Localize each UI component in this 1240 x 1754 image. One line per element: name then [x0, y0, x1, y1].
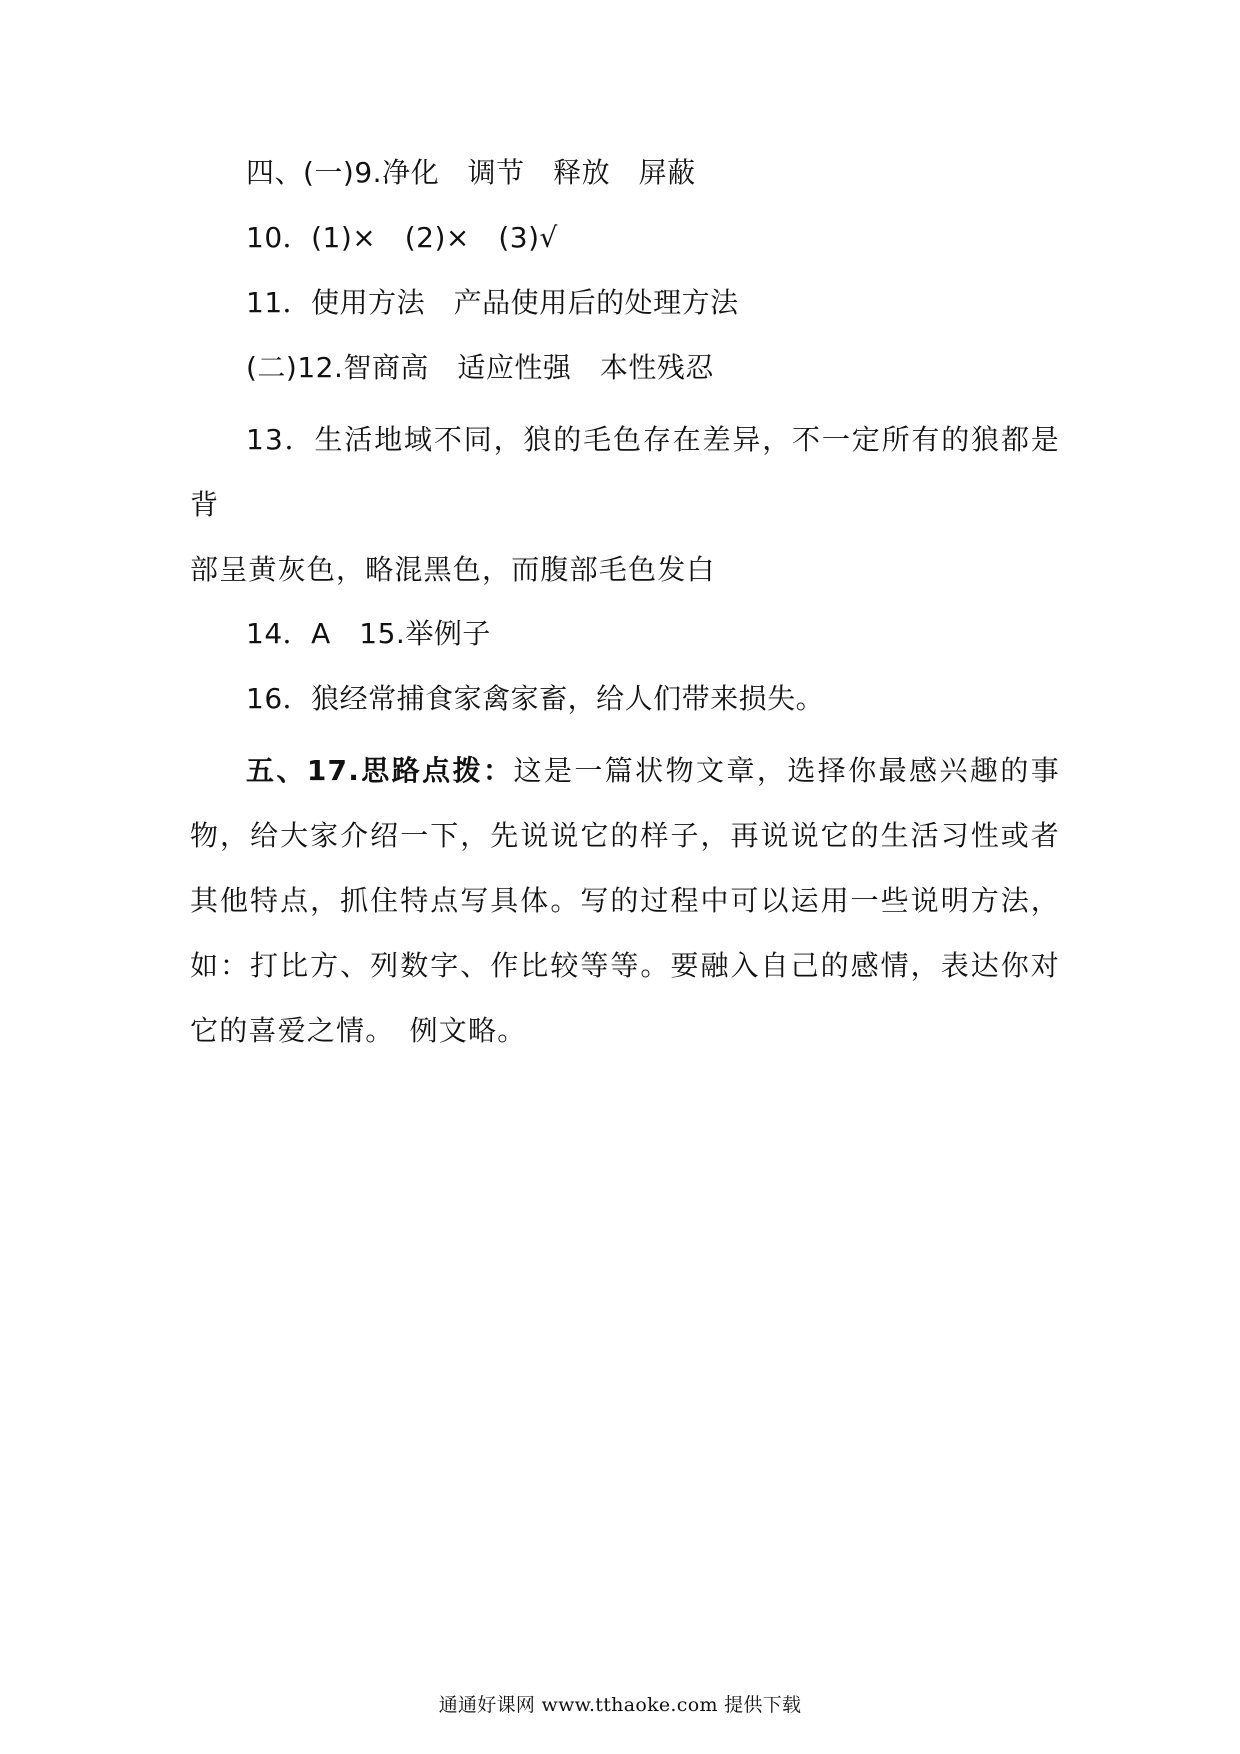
answer-13-line-2: 部呈黄灰色，略混黑色，而腹部毛色发白 — [190, 553, 716, 586]
answer-section-4-part-1: 四、(一)9.净化 调节 释放 屏蔽 — [246, 156, 696, 189]
answer-content — [190, 155, 1060, 1077]
answer-16: 16．狼经常捕食家禽家畜，给人们带来损失。 — [246, 682, 825, 715]
answer-17-intro: 这是一篇状物文章，选择你最感兴趣的事物， — [190, 754, 1060, 852]
answer-17-body: 给大家介绍一下，先说说它的样子，再说说它的生活习性或者其他特点，抓住特点写具体。写的过程中可以运用一些说明方法，如：打比方、列数字、作比较等等。要融入自己的感情，表达你对它的喜爱之情。 例文略。 — [190, 819, 1060, 1047]
answer-13-line-1: 13．生活地域不同，狼的毛色存在差异，不一定所有的狼都是背 — [190, 423, 1060, 521]
answer-11: 11．使用方法 产品使用后的处理方法 — [246, 286, 739, 319]
answer-17 — [190, 738, 1060, 1063]
answer-10: 10．(1)× (2)× (3)√ — [246, 221, 558, 254]
footer-source: 通通好课网 www.tthaoke.com 提供下载 — [438, 1694, 802, 1716]
answer-17-heading: 五、17.思路点拨： — [246, 754, 514, 787]
answer-14-15: 14．A 15.举例子 — [246, 617, 491, 650]
answer-section-4-part-2: (二)12.智商高 适应性强 本性残忍 — [246, 351, 714, 384]
answer-13 — [190, 407, 1060, 602]
